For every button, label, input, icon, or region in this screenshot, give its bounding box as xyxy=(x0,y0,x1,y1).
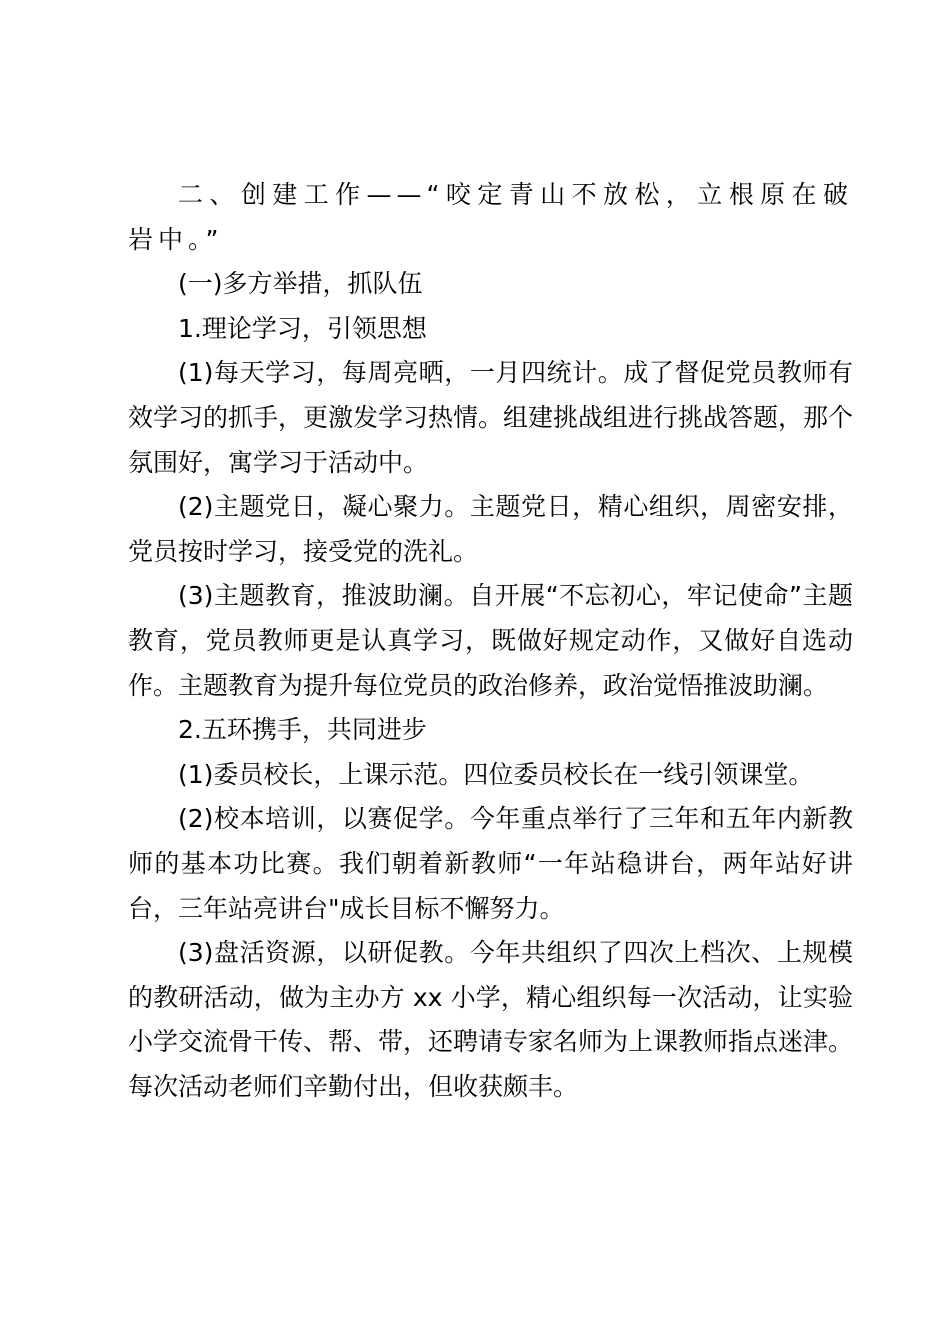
subsection-heading: (一)多方举措，抓队伍 xyxy=(178,269,423,299)
item-heading: 2.五环携手，共同进步 xyxy=(178,715,427,745)
document-body xyxy=(128,173,853,1109)
body-paragraph: (1)委员校长，上课示范。四位委员校长在一线引领课堂。 xyxy=(178,759,814,789)
section-heading: 二、创建工作——“咬定青山不放松，立根原在破岩中。” xyxy=(128,180,853,254)
body-paragraph: (3)盘活资源，以研促教。今年共组织了四次上档次、上规模的教研活动，做为主办方 xx 小学，精心组织每一次活动，让实验小学交流骨干传、帮、带，还聘请专家名师为上课教师指点迷津。每次活动老师们辛勤付出，但收获颇丰。 xyxy=(128,938,854,1101)
body-paragraph: (3)主题教育，推波助澜。自开展“不忘初心，牢记使命”主题教育，党员教师更是认真学习，既做好规定动作，又做好自选动作。主题教育为提升每位党员的政治修养，政治觉悟推波助澜。 xyxy=(128,581,853,700)
body-paragraph: (2)校本培训，以赛促学。今年重点举行了三年和五年内新教师的基本功比赛。我们朝着新教师“一年站稳讲台，两年站好讲台，三年站亮讲台"成长目标不懈努力。 xyxy=(128,804,853,923)
body-paragraph: (1)每天学习，每周亮晒，一月四统计。成了督促党员教师有效学习的抓手，更激发学习热情。组建挑战组进行挑战答题，那个氛围好，寓学习于活动中。 xyxy=(128,358,854,477)
item-heading: 1.理论学习，引领思想 xyxy=(178,313,427,343)
body-paragraph: (2)主题党日，凝心聚力。主题党日，精心组织，周密安排，党员按时学习，接受党的洗礼。 xyxy=(128,492,853,566)
